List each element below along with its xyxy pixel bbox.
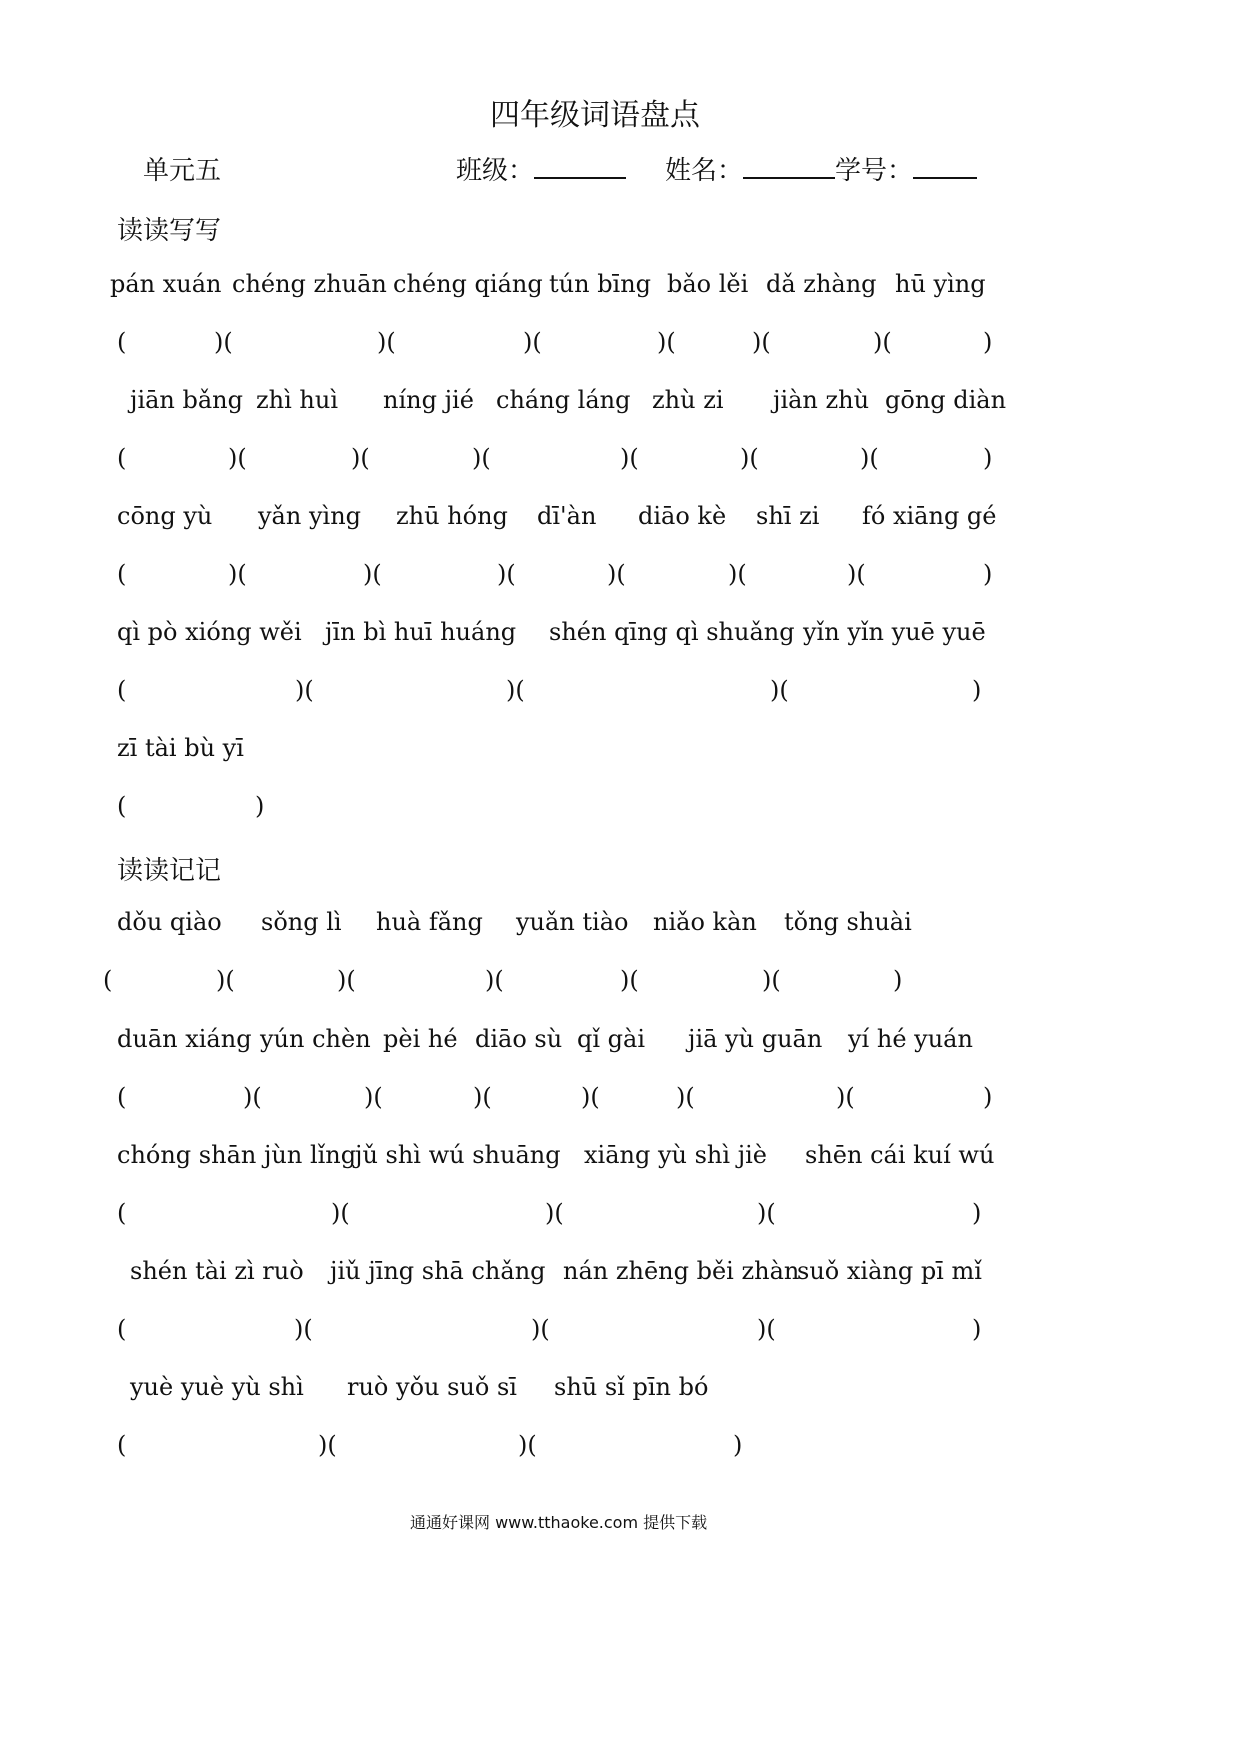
bracket-join[interactable]: )( <box>228 560 247 588</box>
name-label: 姓名： <box>665 156 744 186</box>
footer-credit: 通通好课网 www.tthaoke.com 提供下载 <box>410 1513 708 1532</box>
bracket-join[interactable]: )( <box>518 1431 537 1459</box>
bracket-close[interactable]: ) <box>983 444 993 472</box>
pinyin-item: zhì huì <box>256 386 338 414</box>
bracket-join[interactable]: )( <box>531 1315 550 1343</box>
pinyin-item: pèi hé <box>383 1025 458 1053</box>
bracket-join[interactable]: )( <box>728 560 747 588</box>
bracket-join[interactable]: )( <box>657 328 676 356</box>
bracket-join[interactable]: )( <box>740 444 759 472</box>
bracket-close[interactable]: ) <box>972 1199 982 1227</box>
section-heading-read-write: 读读写写 <box>117 216 222 246</box>
pinyin-item: jǔ shì wú shuāng <box>355 1141 561 1169</box>
pinyin-item: yǐn yǐn yuē yuē <box>803 618 986 646</box>
id-blank[interactable] <box>913 155 977 179</box>
bracket-close[interactable]: ) <box>255 792 265 820</box>
bracket-join[interactable]: )( <box>847 560 866 588</box>
pinyin-item: yí hé yuán <box>848 1025 973 1053</box>
bracket-open[interactable]: ( <box>117 560 127 588</box>
bracket-join[interactable]: )( <box>757 1315 776 1343</box>
bracket-join[interactable]: )( <box>295 676 314 704</box>
bracket-open[interactable]: ( <box>103 966 113 994</box>
pinyin-item: shēn cái kuí wú <box>805 1141 995 1169</box>
bracket-join[interactable]: )( <box>757 1199 776 1227</box>
bracket-open[interactable]: ( <box>117 1315 127 1343</box>
bracket-join[interactable]: )( <box>214 328 233 356</box>
name-field <box>665 150 977 187</box>
pinyin-item: diāo kè <box>638 502 727 530</box>
bracket-close[interactable]: ) <box>972 1315 982 1343</box>
pinyin-item: shī zi <box>756 502 820 530</box>
pinyin-item: suǒ xiàng pī mǐ <box>797 1257 982 1285</box>
pinyin-item: zhù zi <box>652 386 724 414</box>
bracket-join[interactable]: )( <box>243 1083 262 1111</box>
pinyin-item: bǎo lěi <box>667 270 749 298</box>
pinyin-item: yún chèn <box>260 1025 371 1053</box>
bracket-join[interactable]: )( <box>294 1315 313 1343</box>
bracket-open[interactable]: ( <box>117 1083 127 1111</box>
bracket-join[interactable]: )( <box>762 966 781 994</box>
pinyin-item: niǎo kàn <box>653 908 757 936</box>
bracket-join[interactable]: )( <box>485 966 504 994</box>
bracket-open[interactable]: ( <box>117 328 127 356</box>
bracket-join[interactable]: )( <box>836 1083 855 1111</box>
class-blank[interactable] <box>534 155 626 179</box>
pinyin-item: shū sǐ pīn bó <box>554 1373 709 1401</box>
section-heading-read-remember: 读读记记 <box>117 856 222 886</box>
pinyin-item: diāo sù <box>475 1025 563 1053</box>
bracket-open[interactable]: ( <box>117 1199 127 1227</box>
pinyin-item: dǎ zhàng <box>766 270 877 298</box>
pinyin-item: cōng yù <box>117 502 213 530</box>
bracket-join[interactable]: )( <box>363 560 382 588</box>
pinyin-item: duān xiáng <box>117 1025 252 1053</box>
pinyin-item: dī'àn <box>537 502 597 530</box>
bracket-close[interactable]: ) <box>983 560 993 588</box>
bracket-join[interactable]: )( <box>676 1083 695 1111</box>
pinyin-item: zhū hóng <box>396 502 508 530</box>
bracket-close[interactable]: ) <box>983 328 993 356</box>
class-field <box>456 150 626 187</box>
bracket-join[interactable]: )( <box>620 444 639 472</box>
bracket-join[interactable]: )( <box>351 444 370 472</box>
pinyin-item: chóng shān jùn lǐng <box>117 1141 357 1169</box>
pinyin-item: níng jié <box>383 386 474 414</box>
bracket-join[interactable]: )( <box>873 328 892 356</box>
pinyin-item: chéng zhuān <box>232 270 387 298</box>
pinyin-item: jiǔ jīng shā chǎng <box>330 1257 546 1285</box>
unit-label: 单元五 <box>143 156 222 186</box>
bracket-close[interactable]: ) <box>893 966 903 994</box>
pinyin-item: qǐ gài <box>577 1025 646 1053</box>
pinyin-item: jīn bì huī huáng <box>325 618 517 646</box>
name-blank[interactable] <box>743 155 835 179</box>
bracket-join[interactable]: )( <box>228 444 247 472</box>
pinyin-item: shén tài zì ruò <box>130 1257 304 1285</box>
id-label: 学号： <box>835 156 914 186</box>
bracket-join[interactable]: )( <box>472 444 491 472</box>
bracket-join[interactable]: )( <box>377 328 396 356</box>
pinyin-item: jiā yù guān <box>688 1025 823 1053</box>
pinyin-item: hū yìng <box>895 270 986 298</box>
pinyin-item: fó xiāng gé <box>862 502 997 530</box>
class-label: 班级： <box>456 156 535 186</box>
bracket-join[interactable]: )( <box>860 444 879 472</box>
bracket-join[interactable]: )( <box>216 966 235 994</box>
pinyin-item: pán xuán <box>110 270 222 298</box>
pinyin-item: nán zhēng běi zhàn <box>563 1257 800 1285</box>
pinyin-item: tǒng shuài <box>784 908 912 936</box>
pinyin-item: jiàn zhù <box>773 386 870 414</box>
bracket-join[interactable]: )( <box>473 1083 492 1111</box>
bracket-join[interactable]: )( <box>337 966 356 994</box>
bracket-join[interactable]: )( <box>318 1431 337 1459</box>
pinyin-item: sǒng lì <box>261 908 342 936</box>
pinyin-item: gōng diàn <box>885 386 1007 414</box>
pinyin-item: qì pò xióng wěi <box>117 618 302 646</box>
bracket-join[interactable]: )( <box>620 966 639 994</box>
bracket-join[interactable]: )( <box>523 328 542 356</box>
pinyin-item: yuè yuè yù shì <box>130 1373 304 1401</box>
pinyin-item: dǒu qiào <box>117 908 222 936</box>
pinyin-item: tún bīng <box>549 270 652 298</box>
page-title: 四年级词语盘点 <box>490 98 700 133</box>
pinyin-item: zī tài bù yī <box>117 734 244 762</box>
bracket-join[interactable]: )( <box>581 1083 600 1111</box>
bracket-open[interactable]: ( <box>117 1431 127 1459</box>
bracket-join[interactable]: )( <box>770 676 789 704</box>
bracket-join[interactable]: )( <box>364 1083 383 1111</box>
pinyin-item: shén qīng qì shuǎng <box>549 618 795 646</box>
bracket-join[interactable]: )( <box>752 328 771 356</box>
bracket-close[interactable]: ) <box>983 1083 993 1111</box>
bracket-join[interactable]: )( <box>607 560 626 588</box>
pinyin-item: xiāng yù shì jiè <box>584 1141 768 1169</box>
bracket-join[interactable]: )( <box>497 560 516 588</box>
bracket-join[interactable]: )( <box>506 676 525 704</box>
bracket-open[interactable]: ( <box>117 792 127 820</box>
pinyin-item: jiān bǎng <box>130 386 244 414</box>
bracket-join[interactable]: )( <box>545 1199 564 1227</box>
pinyin-item: huà fǎng <box>376 908 483 936</box>
pinyin-item: yǎn yìng <box>258 502 362 530</box>
bracket-open[interactable]: ( <box>117 444 127 472</box>
bracket-open[interactable]: ( <box>117 676 127 704</box>
pinyin-item: yuǎn tiào <box>516 908 629 936</box>
bracket-close[interactable]: ) <box>733 1431 743 1459</box>
pinyin-item: chéng qiáng <box>393 270 543 298</box>
bracket-close[interactable]: ) <box>972 676 982 704</box>
pinyin-item: ruò yǒu suǒ sī <box>347 1373 517 1401</box>
pinyin-item: cháng láng <box>496 386 631 414</box>
bracket-join[interactable]: )( <box>331 1199 350 1227</box>
